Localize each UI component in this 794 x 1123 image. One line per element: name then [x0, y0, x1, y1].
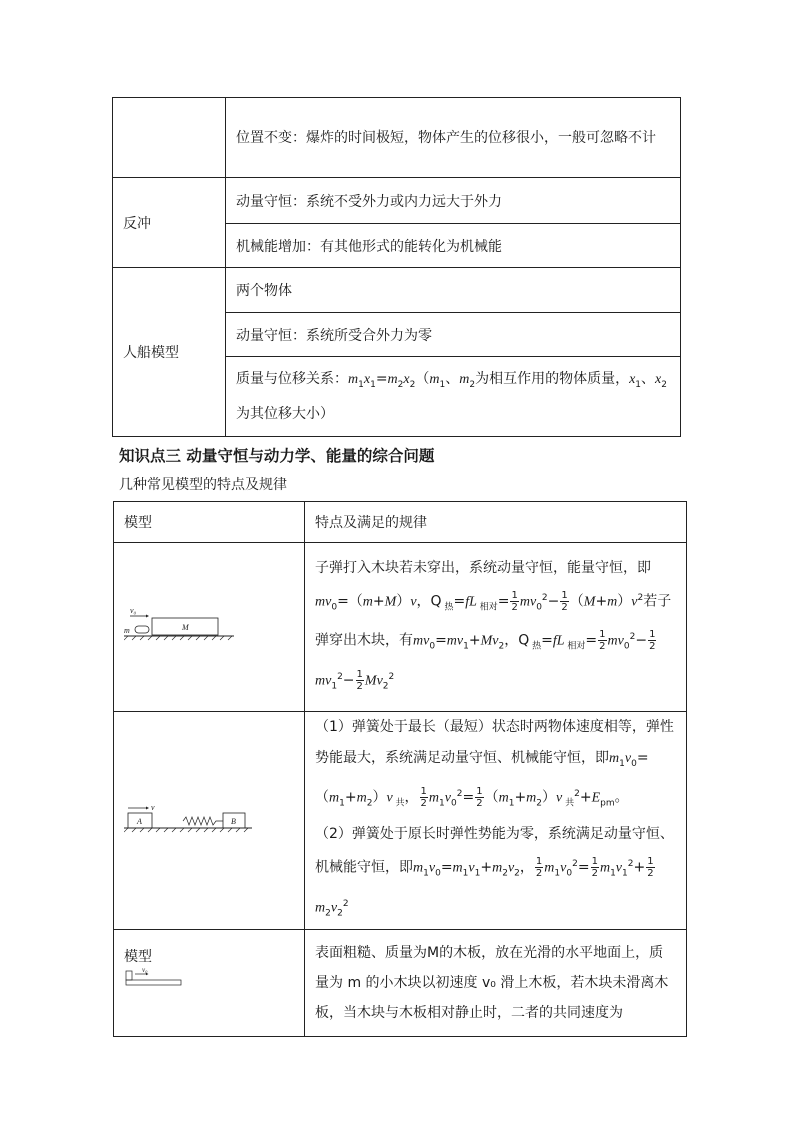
spring-rules: （1）弹簧处于最长（最短）状态时两物体速度相等，弹性势能最大，系统满足动量守恒、机械能守恒，即$m_1v_0=(m_1+m_2)v$ $_共$， $\frac{1}{2}$ $m_1v_0^2=$ $\frac{1}{2}$ $(m_1+m_2)v$ $_共^2+E_{pm}$。 （2）弹簧处于原长时弹性势能为零，系统满足动量守恒、机械能守恒，即$m_1v_0=m_1v_1+m_2v_2$， $\frac{1}{2}$ $m_1v_0^2=$ $\frac{1}{2}$ $m_1v_1^2+$ $\frac{1}{2}$ $m_2v_2^2$ — [305, 712, 687, 930]
boat-model-label: 人船模型 — [113, 268, 226, 437]
block-board-diagram — [124, 966, 204, 990]
boat-two-bodies-text: 两个物体 — [226, 268, 681, 313]
header-model: 模型 — [114, 502, 305, 543]
explosion-recoil-table — [112, 97, 681, 437]
board-model-cell — [114, 930, 305, 1037]
spring-shape — [183, 817, 223, 825]
bullet-block-rules: 子弹打入木块若未穿出，系统动量守恒，能量守恒，即$mv_0=(m+M)v$，Q $_热$=fL $_{相对}$= $\frac{1}{2}$ $mv_0^2-$ $\frac{1}{2}$ $(M+m)v^2$若子弹穿出木块，有$mv_0=mv_1+Mv_2$，Q $_热$=fL $_{相对}$= $\frac{1}{2}$ $mv_0^2-$ $\frac{1}{2}$ $mv_1^2-$ $\frac{1}{2}$ $Mv_2^2$ — [305, 543, 687, 712]
bullet-block-diagram-cell — [114, 543, 305, 712]
spring-diagram — [124, 794, 294, 844]
bullet-mass-label: m — [124, 626, 130, 635]
boat-momentum-text: 动量守恒：系统所受合外力为零 — [226, 313, 681, 357]
header-rules: 特点及满足的规律 — [305, 502, 687, 543]
board-shape — [126, 980, 181, 985]
empty-cell — [113, 98, 226, 178]
section-subtitle: 几种常见模型的特点及规律 — [119, 477, 287, 493]
block-a-label: A — [137, 816, 142, 826]
recoil-energy-text: 机械能增加：有其他形式的能转化为机械能 — [226, 224, 681, 268]
section-title: 知识点三 动量守恒与动力学、能量的综合问题 — [119, 447, 435, 465]
board-v0-label: v₀ — [142, 966, 148, 975]
recoil-momentum-text: 动量守恒：系统不受外力或内力远大于外力 — [226, 178, 681, 224]
spring-diagram-cell — [114, 712, 305, 930]
v0-label: v₀ — [130, 606, 137, 615]
position-unchanged-text: 位置不变：爆炸的时间极短，物体产生的位移很小，一般可忽略不计 — [226, 98, 681, 178]
block-mass-label: M — [182, 623, 189, 632]
board-rules: 表面粗糙、质量为M的木板，放在光滑的水平地面上，质量为 m 的小木块以初速度 v₀ 滑上木板，若木块未滑离木板，当木块与木板相对静止时，二者的共同速度为 — [305, 930, 687, 1037]
boat-relation-text: 质量与位移关系：$m_1x_1=m_2x_2(m_1$、$m_2$为相互作用的物体质量，$x_1$、$x_2$为其位移大小） — [226, 357, 681, 437]
bullet-block-diagram — [124, 595, 294, 655]
velocity-label: v — [151, 802, 155, 812]
block-b-label: B — [231, 816, 236, 826]
collision-models-table — [113, 501, 687, 1037]
recoil-label: 反冲 — [113, 178, 226, 268]
bullet-shape — [135, 626, 149, 633]
board-model-label: 模型 — [124, 949, 152, 966]
small-block-shape — [126, 971, 132, 980]
